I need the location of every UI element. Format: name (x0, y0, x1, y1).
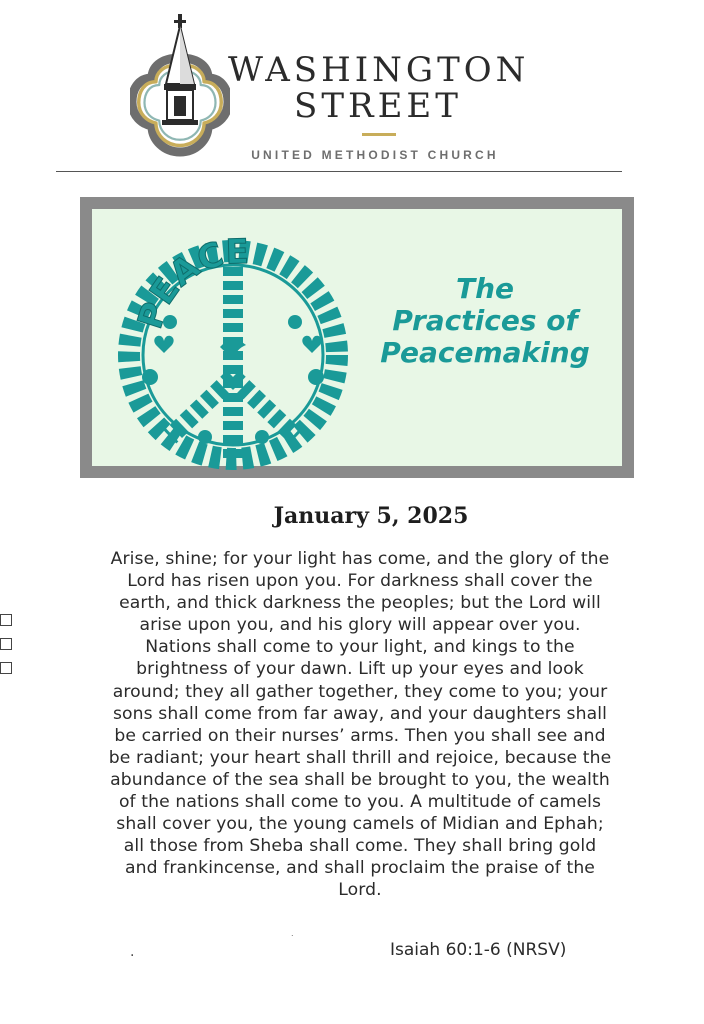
banner-title (350, 273, 620, 369)
church-name (228, 52, 528, 124)
checkbox[interactable] (0, 662, 12, 674)
stray-mark: . (130, 944, 135, 960)
gold-divider (362, 133, 396, 136)
checkbox[interactable] (0, 638, 12, 650)
banner-inner (92, 209, 622, 466)
header-divider (56, 171, 622, 172)
banner-title-line2: Practices of (392, 304, 578, 337)
stray-mark: . (291, 929, 294, 938)
banner-title-line3: Peacemaking (380, 336, 590, 369)
banner-title-line1: The (455, 272, 515, 305)
checkbox[interactable] (0, 614, 12, 626)
church-name-line2: STREET (294, 86, 462, 126)
scripture-citation: Isaiah 60:1-6 (NRSV) (390, 940, 567, 960)
sermon-series-banner (80, 197, 634, 478)
scripture-passage: Arise, shine; for your light has come, and the glory of the Lord has risen upon you. For darkness shall cover the earth, and thick darkness the peoples; but the Lord will arise upon you, and his glory will appear over you. Nations shall come to your light, and kings to the brightness of your dawn. Lift up your eyes and look around; they all gather together, they come to you; your sons shall come from far away, and your daughters shall be carried on their nurses’ arms. Then you shall see and be radiant; your heart shall thrill and rejoice, because the abundance of the sea shall be brought to you, the wealth of the nations shall come to you. A multitude of camels shall cover you, the young camels of Midian and Ephah; all those from Sheba shall come. They shall bring gold and frankincense, and shall proclaim the praise of the Lord. (108, 549, 612, 901)
steeple-logo-icon (130, 12, 230, 160)
service-date: January 5, 2025 (273, 503, 469, 529)
church-name-line1: WASHINGTON (228, 50, 530, 90)
church-subtitle: UNITED METHODIST CHURCH (251, 148, 499, 162)
peace-graphic-word: PEACE (130, 231, 250, 334)
peace-sign-icon (110, 227, 356, 473)
